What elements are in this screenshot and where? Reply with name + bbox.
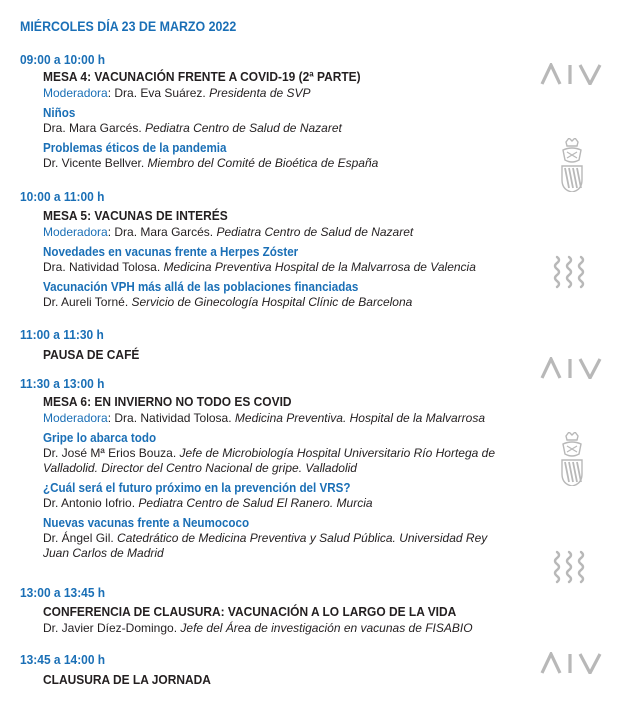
session-1 (20, 52, 540, 171)
speaker-name: Dra. Natividad Tolosa. (43, 260, 161, 274)
moderator-label: Moderadora (43, 411, 108, 425)
valencia-seal-logo (557, 138, 587, 192)
talk (43, 140, 540, 171)
session-time: 11:30 a 13:00 h (20, 376, 105, 391)
speaker-name: Dr. Vicente Bellver. (43, 156, 145, 170)
moderator: Moderadora: Dra. Eva Suárez. Presidenta de SVP (43, 86, 311, 100)
aiv-logo (540, 652, 604, 674)
speaker-role: Juan Carlos de Madrid (43, 546, 164, 560)
speaker-name: Dr. Ángel Gil. (43, 531, 114, 545)
talk-speaker (43, 531, 540, 546)
talk-speaker (43, 260, 540, 275)
session-time: 13:45 a 14:00 h (20, 652, 106, 667)
talk-speaker (43, 295, 540, 310)
moderator-role: Medicina Preventiva. Hospital de la Malvarrosa (234, 411, 486, 425)
aiv-logo (540, 357, 604, 379)
session-item: PAUSA DE CAFÉ (43, 347, 140, 362)
speaker-name: Dr. José Mª Erios Bouza. (43, 446, 177, 460)
speaker-role: Valladolid. Director del Centro Nacional de gripe. Valladolid (43, 461, 357, 475)
session-title: MESA 5: VACUNAS DE INTERÉS (43, 208, 228, 223)
moderator-label: Moderadora (43, 86, 108, 100)
speaker-name: Dr. Antonio Iofrio. (43, 496, 136, 510)
talk-speaker (43, 620, 540, 636)
talk-title: Gripe lo abarca todo (43, 431, 157, 445)
talk-speaker (43, 156, 540, 171)
talk-speaker-cont (43, 461, 540, 476)
talk-speaker-cont (43, 546, 540, 561)
session-time: 09:00 a 10:00 h (20, 52, 106, 67)
session-2 (20, 189, 540, 310)
speaker-name: Dr. Aureli Torné. (43, 295, 129, 309)
talk (43, 244, 540, 275)
session-item: CLAUSURA DE LA JORNADA (43, 672, 211, 687)
waves-logo (553, 550, 589, 584)
session-title: MESA 4: VACUNACIÓN FRENTE A COVID-19 (2ª PARTE) (43, 69, 361, 84)
moderator-label: Moderadora (43, 225, 108, 239)
speaker-name: Dr. Javier Díez-Domingo. (43, 621, 178, 635)
valencia-seal-logo (557, 432, 587, 486)
aiv-logo (540, 63, 604, 85)
session-5 (20, 585, 540, 636)
talk-title: Novedades en vacunas frente a Herpes Zóster (43, 245, 299, 259)
talk (43, 430, 540, 476)
speaker-name: Dra. Mara Garcés. (43, 121, 142, 135)
speaker-role: Pediatra Centro de Salud El Ranero. Murcia (138, 496, 373, 510)
talk (43, 105, 540, 136)
page-title: MIÉRCOLES DÍA 23 DE MARZO 2022 (20, 19, 237, 34)
session-time: 10:00 a 11:00 h (20, 189, 105, 204)
waves-logo (553, 255, 589, 289)
speaker-role: Jefe del Área de investigación en vacunas de FISABIO (180, 621, 473, 635)
talk-speaker (43, 121, 540, 136)
talk-speaker (43, 446, 540, 461)
session-3 (20, 327, 540, 363)
moderator-name: Dra. Mara Garcés. (114, 225, 214, 239)
moderator-role: Pediatra Centro de Salud de Nazaret (216, 225, 414, 239)
session-4 (20, 376, 540, 561)
moderator-name: Dra. Natividad Tolosa. (114, 411, 232, 425)
moderator-name: Dra. Eva Suárez. (114, 86, 206, 100)
session-item: CONFERENCIA DE CLAUSURA: VACUNACIÓN A LO LARGO DE LA VIDA (43, 604, 457, 619)
talk (43, 480, 540, 511)
speaker-role: Miembro del Comité de Bioética de España (147, 156, 379, 170)
speaker-role: Jefe de Microbiología Hospital Universitario Río Hortega de (179, 446, 495, 460)
session-title: MESA 6: EN INVIERNO NO TODO ES COVID (43, 394, 292, 409)
talk (43, 279, 540, 310)
talk (43, 515, 540, 561)
moderator: Moderadora: Dra. Mara Garcés. Pediatra Centro de Salud de Nazaret (43, 225, 414, 239)
talk-title: Vacunación VPH más allá de las poblaciones financiadas (43, 280, 359, 294)
speaker-role: Pediatra Centro de Salud de Nazaret (145, 121, 342, 135)
talk-title: Nuevas vacunas frente a Neumococo (43, 516, 250, 530)
talk-title: Niños (43, 106, 76, 120)
moderator-role: Presidenta de SVP (209, 86, 311, 100)
session-6 (20, 652, 540, 688)
talk-title: ¿Cuál será el futuro próximo en la prevención del VRS? (43, 481, 351, 495)
speaker-role: Catedrático de Medicina Preventiva y Salud Pública. Universidad Rey (117, 531, 488, 545)
speaker-role: Servicio de Ginecología Hospital Clínic de Barcelona (131, 295, 413, 309)
session-time: 11:00 a 11:30 h (20, 327, 104, 342)
moderator: Moderadora: Dra. Natividad Tolosa. Medicina Preventiva. Hospital de la Malvarrosa (43, 411, 486, 425)
talk-title: Problemas éticos de la pandemia (43, 141, 227, 155)
speaker-role: Medicina Preventiva Hospital de la Malvarrosa de Valencia (163, 260, 476, 274)
session-time: 13:00 a 13:45 h (20, 585, 106, 600)
talk-speaker (43, 496, 540, 511)
